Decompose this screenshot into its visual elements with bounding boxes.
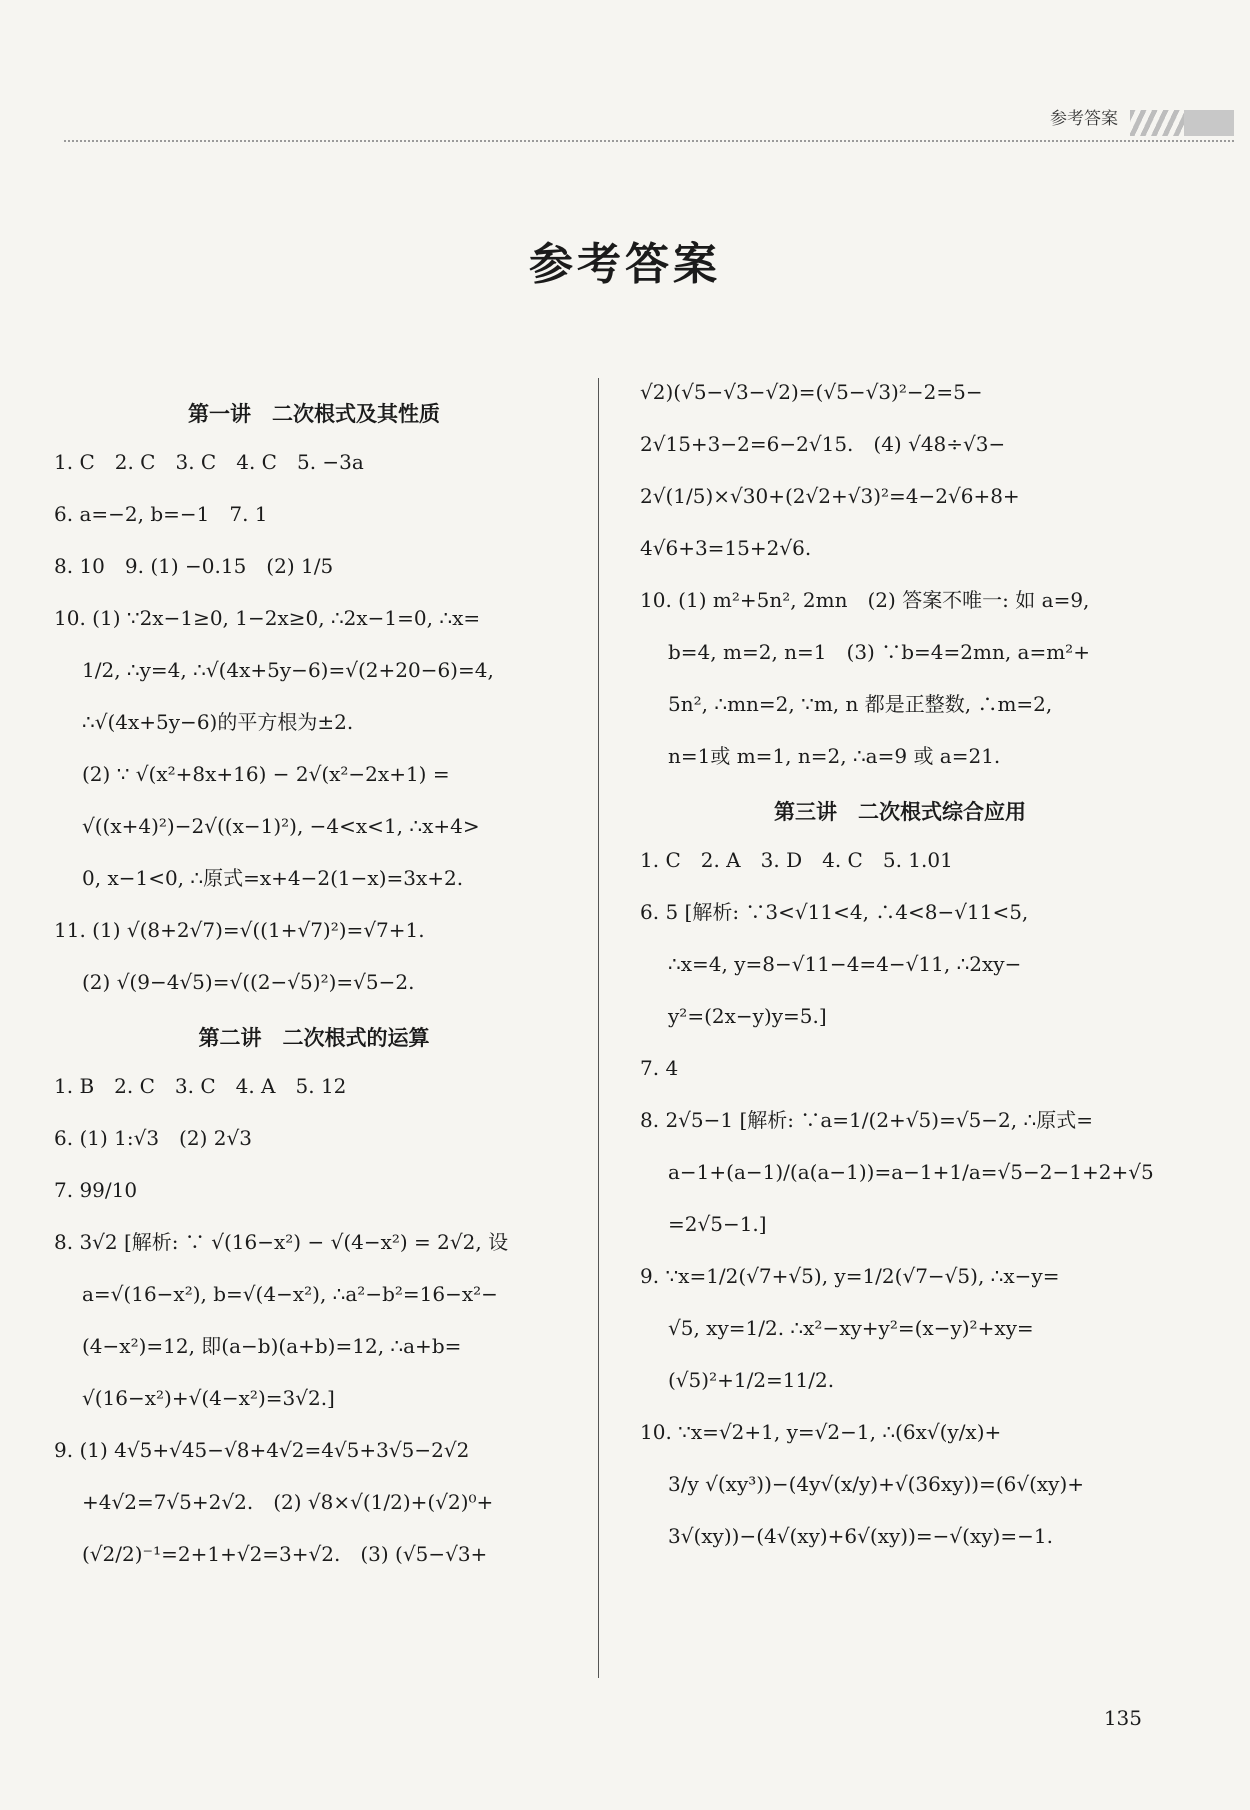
answer-line: 7. 4 bbox=[640, 1056, 679, 1080]
answer-line: 11. (1) √(8+2√7)=√((1+√7)²)=√7+1. bbox=[54, 918, 425, 942]
header-stripes bbox=[1130, 110, 1234, 136]
answer-line: (2) ∵ √(x²+8x+16) − 2√(x²−2x+1) = bbox=[82, 762, 450, 786]
answer-line: 10. (1) m²+5n², 2mn (2) 答案不唯一: 如 a=9, bbox=[640, 588, 1090, 612]
answer-line: 8. 3√2 [解析: ∵ √(16−x²) − √(4−x²) = 2√2, 设 bbox=[54, 1230, 509, 1254]
answer-line: 2√(1/5)×√30+(2√2+√3)²=4−2√6+8+ bbox=[640, 484, 1020, 508]
answer-line: y²=(2x−y)y=5.] bbox=[668, 1004, 827, 1028]
answer-line: 10. (1) ∵2x−1≥0, 1−2x≥0, ∴2x−1=0, ∴x= bbox=[54, 606, 481, 630]
answer-line: 1/2, ∴y=4, ∴√(4x+5y−6)=√(2+20−6)=4, bbox=[82, 658, 494, 682]
answer-line: 6. a=−2, b=−1 7. 1 bbox=[54, 502, 268, 526]
answer-line: √2)(√5−√3−√2)=(√5−√3)²−2=5− bbox=[640, 380, 983, 404]
answer-line: 1. B 2. C 3. C 4. A 5. 12 bbox=[54, 1074, 347, 1098]
answer-line: a−1+(a−1)/(a(a−1))=a−1+1/a=√5−2−1+2+√5 bbox=[668, 1160, 1154, 1184]
page-title: 参考答案 bbox=[529, 239, 721, 290]
answer-line: ∴√(4x+5y−6)的平方根为±2. bbox=[82, 710, 354, 734]
answer-line: (4−x²)=12, 即(a−b)(a+b)=12, ∴a+b= bbox=[82, 1334, 462, 1358]
answer-line: 3√(xy))−(4√(xy)+6√(xy))=−√(xy)=−1. bbox=[668, 1524, 1053, 1548]
left-column bbox=[54, 380, 574, 1594]
answer-line: (√5)²+1/2=11/2. bbox=[668, 1368, 835, 1392]
answer-line: 10. ∵x=√2+1, y=√2−1, ∴(6x√(y/x)+ bbox=[640, 1420, 1002, 1444]
column-divider bbox=[598, 378, 599, 1678]
answer-line: =2√5−1.] bbox=[668, 1212, 767, 1236]
header-rule bbox=[64, 140, 1234, 142]
page-number: 135 bbox=[1103, 1706, 1142, 1730]
section-heading-2: 第二讲 二次根式的运算 bbox=[198, 1026, 430, 1050]
answer-line: +4√2=7√5+2√2. (2) √8×√(1/2)+(√2)⁰+ bbox=[82, 1490, 494, 1514]
answer-line: (√2/2)⁻¹=2+1+√2=3+√2. (3) (√5−√3+ bbox=[82, 1542, 488, 1566]
answer-line: √5, xy=1/2. ∴x²−xy+y²=(x−y)²+xy= bbox=[668, 1316, 1034, 1340]
answer-line: 1. C 2. C 3. C 4. C 5. −3a bbox=[54, 450, 364, 474]
header-label: 参考答案 bbox=[1050, 109, 1118, 129]
answer-line: 3/y √(xy³))−(4y√(x/y)+√(36xy))=(6√(xy)+ bbox=[668, 1472, 1085, 1496]
section-heading-3: 第三讲 二次根式综合应用 bbox=[774, 800, 1026, 824]
answer-line: 6. 5 [解析: ∵3<√11<4, ∴4<8−√11<5, bbox=[640, 900, 1029, 924]
answer-line: 1. C 2. A 3. D 4. C 5. 1.01 bbox=[640, 848, 953, 872]
answer-line: (2) √(9−4√5)=√((2−√5)²)=√5−2. bbox=[82, 970, 415, 994]
answer-line: 7. 99/10 bbox=[54, 1178, 138, 1202]
answer-line: b=4, m=2, n=1 (3) ∵b=4=2mn, a=m²+ bbox=[668, 640, 1090, 664]
answer-line: 9. (1) 4√5+√45−√8+4√2=4√5+3√5−2√2 bbox=[54, 1438, 470, 1462]
answer-line: 4√6+3=15+2√6. bbox=[640, 536, 812, 560]
answer-line: 8. 10 9. (1) −0.15 (2) 1/5 bbox=[54, 554, 334, 578]
answer-line: 5n², ∴mn=2, ∵m, n 都是正整数, ∴m=2, bbox=[668, 692, 1053, 716]
answer-line: 0, x−1<0, ∴原式=x+4−2(1−x)=3x+2. bbox=[82, 866, 464, 890]
answer-line: 8. 2√5−1 [解析: ∵a=1/(2+√5)=√5−2, ∴原式= bbox=[640, 1108, 1093, 1132]
answer-line: 2√15+3−2=6−2√15. (4) √48÷√3− bbox=[640, 432, 1006, 456]
answer-line: ∴x=4, y=8−√11−4=4−√11, ∴2xy− bbox=[668, 952, 1022, 976]
answer-line: n=1或 m=1, n=2, ∴a=9 或 a=21. bbox=[668, 744, 1001, 768]
answer-line: 9. ∵x=1/2(√7+√5), y=1/2(√7−√5), ∴x−y= bbox=[640, 1264, 1060, 1288]
answer-line: √(16−x²)+√(4−x²)=3√2.] bbox=[82, 1386, 335, 1410]
answer-line: a=√(16−x²), b=√(4−x²), ∴a²−b²=16−x²− bbox=[82, 1282, 498, 1306]
answer-line: √((x+4)²)−2√((x−1)²), −4<x<1, ∴x+4> bbox=[82, 814, 480, 838]
section-heading-1: 第一讲 二次根式及其性质 bbox=[188, 402, 440, 426]
answer-line: 6. (1) 1:√3 (2) 2√3 bbox=[54, 1126, 252, 1150]
right-column bbox=[640, 380, 1160, 1576]
